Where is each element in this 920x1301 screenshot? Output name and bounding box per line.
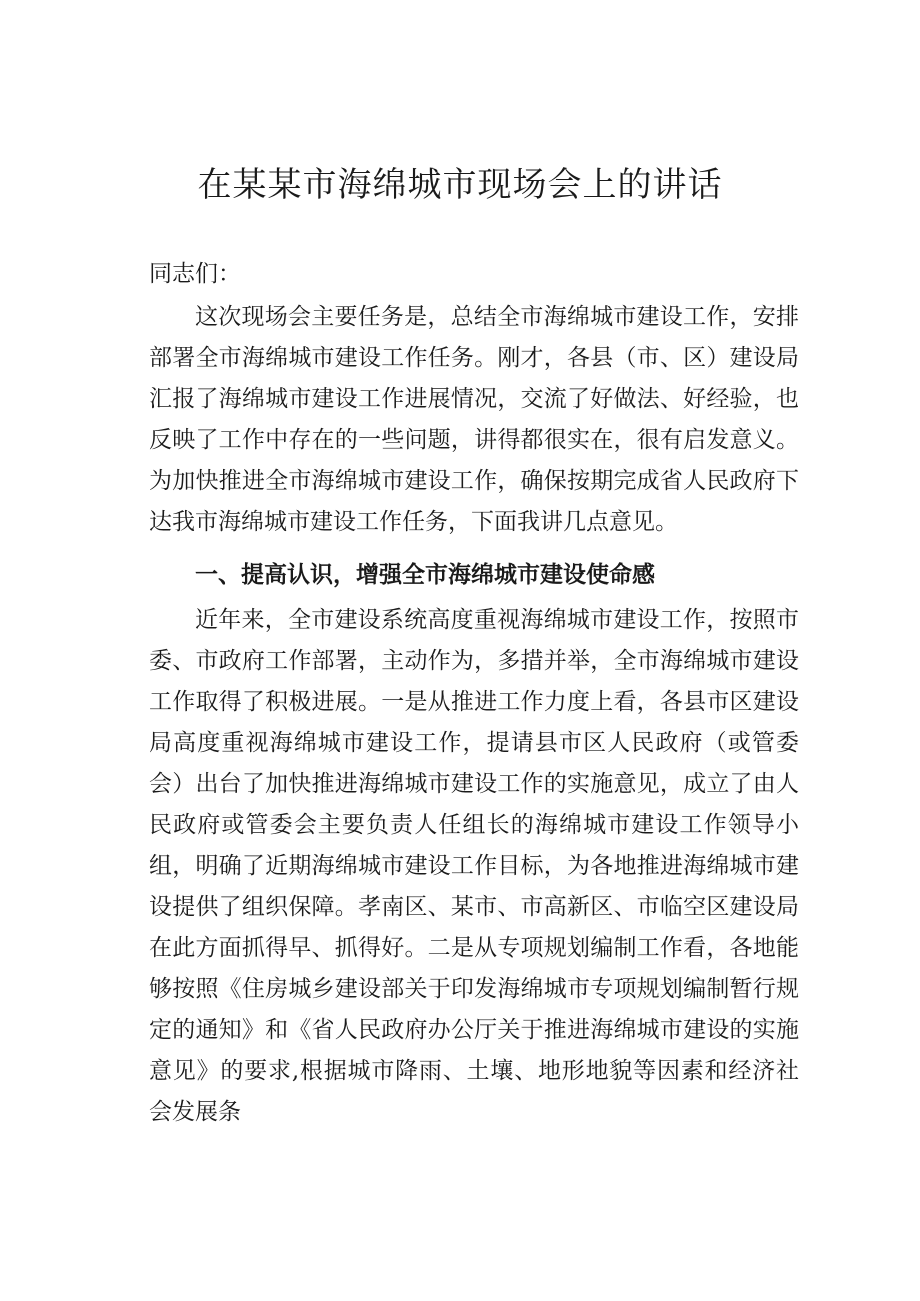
salutation: 同志们： — [149, 261, 241, 287]
document-title: 在某某市海绵城市现场会上的讲话 — [197, 165, 723, 205]
section-heading: 一、提高认识，增强全市海绵城市建设使命感 — [195, 562, 655, 588]
paragraph-body: 近年来，全市建设系统高度重视海绵城市建设工作，按照市委、市政府工作部署，主动作为，多措并举，全市海绵城市建设工作取得了积极进展。一是从推进工作力度上看，各县市区建设局高度重视海绵城市建设工作，提请县市区人民政府（或管委会）出台了加快推进海绵城市建设工作的实施意见，成立了由人民政府或管委会主要负责人任组长的海绵城市建设工作领导小组，明确了近期海绵城市建设工作目标，为各地推进海绵城市建设提供了组织保障。孝南区、某市、市高新区、市临空区建设局在此方面抓得早、抓得好。二是从专项规划编制工作看，各地能够按照《住房城乡建设部关于印发海绵城市专项规划编制暂行规定的通知》和《省人民政府办公厅关于推进海绵城市建设的实施意见》的要求,根据城市降雨、土壤、地形地貌等因素和经济社会发展条 — [149, 607, 799, 1125]
paragraph-intro: 这次现场会主要任务是，总结全市海绵城市建设工作，安排部署全市海绵城市建设工作任务。刚才，各县（市、区）建设局汇报了海绵城市建设工作进展情况，交流了好做法、好经验，也反映了工作中存在的一些问题，讲得都很实在，很有启发意义。为加快推进全市海绵城市建设工作，确保按期完成省人民政府下达我市海绵城市建设工作任务，下面我讲几点意见。 — [149, 304, 799, 535]
